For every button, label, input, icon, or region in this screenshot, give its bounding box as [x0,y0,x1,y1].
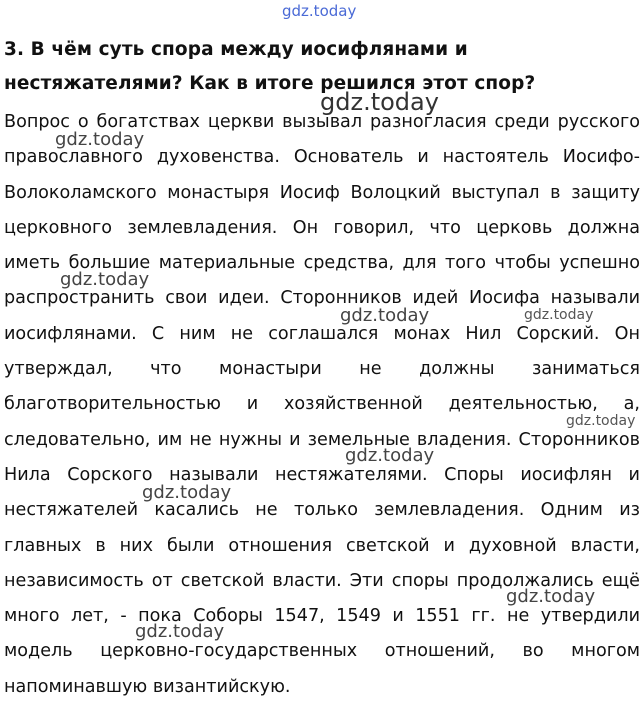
watermark: gdz.today [345,445,435,466]
watermark-top: gdz.today [282,2,357,20]
watermark: gdz.today [142,482,232,503]
watermark: gdz.today [60,269,150,290]
watermark: gdz.today [340,305,430,326]
watermark: gdz.today [506,586,596,607]
watermark: gdz.today [524,307,594,323]
answer-text: Вопрос о богатствах церкви вызывал разногласия среди русского православного духовенства. Основатель и настоятель Иосифо-Волоколамского монастыря Иосиф Волоцкий выступал в защиту церковного землевладения. Он говорил, что церковь должна иметь большие материальные средства, для того чтобы успешно распространить свои идеи. Сторонников идей Иосифа называли иосифлянами. С ним не соглашался монах Нил Сорский. Он утверждал, что монастыри не должны заниматься благотворительностью и хозяйственной деятельностью, а, следовательно, им не нужны и земельные владения. Сторонников Нила Сорского называли нестяжателями. Споры иосифлян и нестяжателей касались не только землевладения. Одним из главных в них были отношения светской и духовной власти, независимость от светской власти. Эти споры продолжались ещё много лет, - пока Соборы 1547, 1549 и 1551 гг. не утвердили модель церковно-государственных отношений, во многом напоминавшую византийскую. [4,112,640,697]
watermark: gdz.today [320,88,439,116]
watermark: gdz.today [135,621,225,642]
watermark: gdz.today [566,413,636,429]
question-heading: 3. В чём суть спора между иосифлянами и нестяжателями? Как в итоге решился этот спор? [4,39,536,94]
watermark: gdz.today [55,129,145,150]
